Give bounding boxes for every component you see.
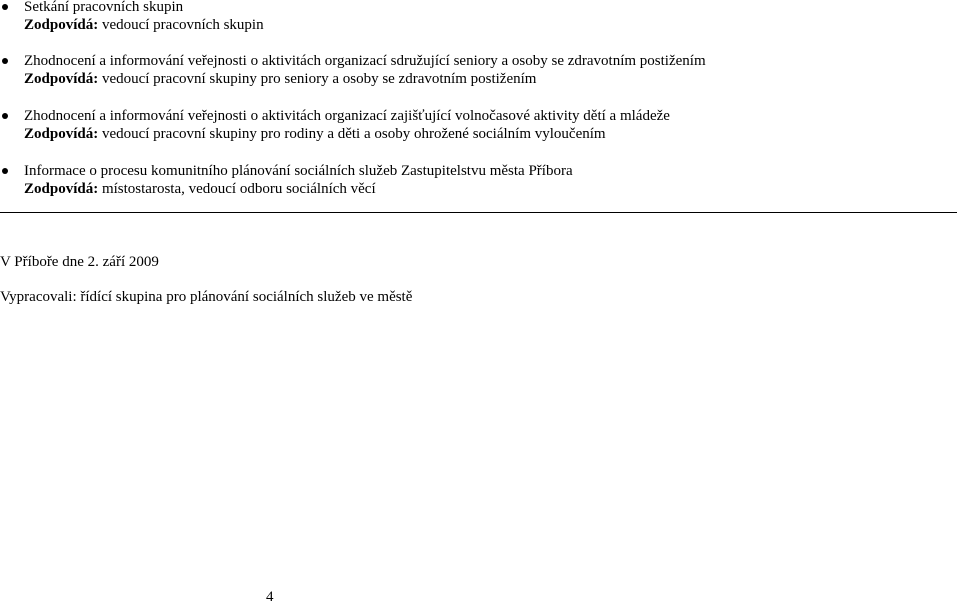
responsible-value: vedoucí pracovní skupiny pro seniory a osoby se zdravotním postižením bbox=[98, 71, 537, 87]
horizontal-divider bbox=[0, 212, 957, 213]
responsible-value: vedoucí pracovní skupiny pro rodiny a děti a osoby ohrožené sociálním vyloučením bbox=[98, 126, 606, 142]
item-title: Setkání pracovních skupin bbox=[24, 0, 184, 15]
bullet-icon bbox=[2, 4, 8, 10]
responsible-label: Zodpovídá: bbox=[24, 126, 99, 142]
prepared-by: Vypracovali: řídící skupina pro plánování sociálních služeb ve městě bbox=[0, 289, 413, 305]
item-title: Informace o procesu komunitního plánování sociálních služeb Zastupitelstvu města Příbora bbox=[24, 163, 573, 179]
bullet-icon bbox=[2, 168, 8, 174]
bullet-icon bbox=[2, 58, 8, 64]
page-number: 4 bbox=[266, 589, 274, 605]
responsible-value: místostarosta, vedoucí odboru sociálních věcí bbox=[98, 181, 376, 197]
responsible-label: Zodpovídá: bbox=[24, 181, 99, 197]
item-responsible bbox=[24, 180, 376, 198]
item-responsible bbox=[24, 125, 606, 143]
item-responsible bbox=[24, 16, 264, 34]
item-responsible bbox=[24, 70, 536, 88]
item-title: Zhodnocení a informování veřejnosti o aktivitách organizací sdružující seniory a osoby se zdravotním postižením bbox=[24, 53, 706, 69]
place-date: V Příboře dne 2. září 2009 bbox=[0, 254, 159, 270]
responsible-label: Zodpovídá: bbox=[24, 17, 99, 33]
responsible-label: Zodpovídá: bbox=[24, 71, 99, 87]
responsible-value: vedoucí pracovních skupin bbox=[98, 17, 264, 33]
item-title: Zhodnocení a informování veřejnosti o aktivitách organizací zajišťující volnočasové aktivity dětí a mládeže bbox=[24, 108, 670, 124]
bullet-icon bbox=[2, 113, 8, 119]
